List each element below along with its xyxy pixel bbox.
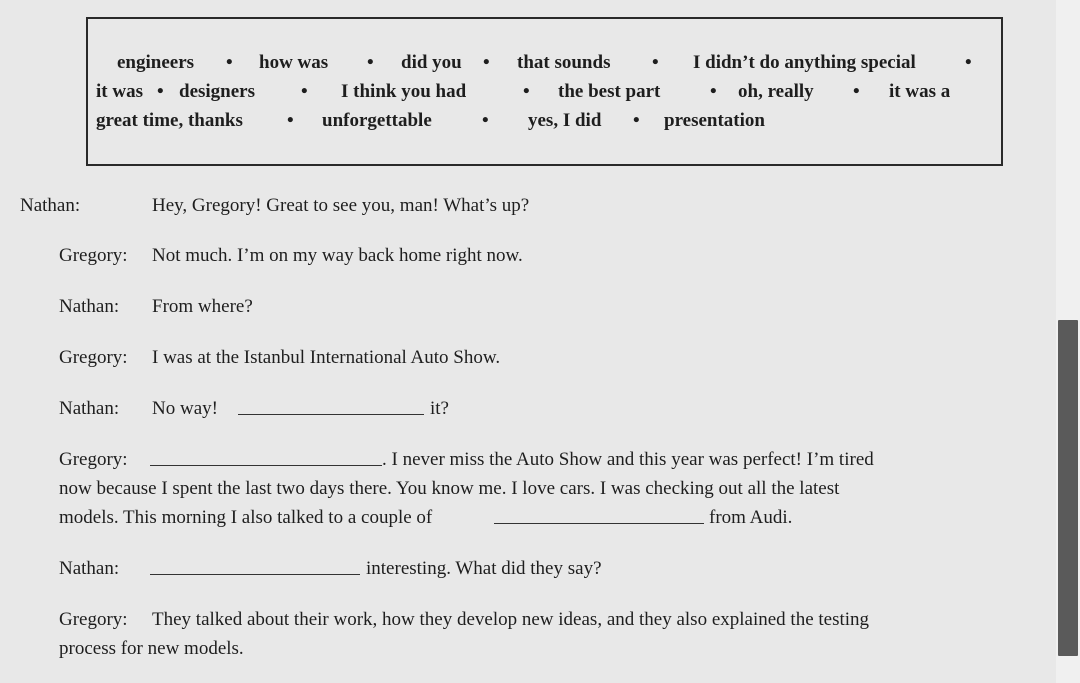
dialogue-text: I was at the Istanbul International Auto Show. <box>152 347 501 368</box>
dialogue-text: No way! <box>152 398 218 419</box>
word-oh-really: oh, really <box>738 81 814 102</box>
speaker-label: Nathan: <box>20 195 81 216</box>
speaker-label: Gregory: <box>59 449 128 470</box>
bullet: • <box>710 81 717 102</box>
word-bank-row-1 <box>0 52 1056 74</box>
speaker-label: Nathan: <box>59 398 120 419</box>
bullet: • <box>965 52 972 73</box>
dialogue-text: They talked about their work, how they develop new ideas, and they also explained the testing <box>152 609 870 630</box>
bullet: • <box>633 110 640 131</box>
answer-blank[interactable] <box>150 451 382 466</box>
bullet: • <box>523 81 530 102</box>
word-bank-row-2 <box>0 81 1056 103</box>
bullet: • <box>301 81 308 102</box>
dialogue-text: Not much. I’m on my way back home right now. <box>152 245 523 266</box>
word-it-was-a: it was a <box>889 81 951 102</box>
speaker-label: Nathan: <box>59 296 120 317</box>
dialogue-text: interesting. What did they say? <box>366 558 602 579</box>
word-presentation: presentation <box>664 110 765 131</box>
dialogue-text: . I never miss the Auto Show and this year was perfect! I’m tired <box>382 449 874 470</box>
dialogue-text: from Audi. <box>709 507 793 528</box>
word-great-time-thanks: great time, thanks <box>96 110 243 131</box>
bullet: • <box>226 52 233 73</box>
word-the-best-part: the best part <box>558 81 661 102</box>
answer-blank[interactable] <box>150 560 360 575</box>
scrollbar-thumb[interactable] <box>1058 320 1078 656</box>
bullet: • <box>287 110 294 131</box>
speaker-label: Gregory: <box>59 609 128 630</box>
dialogue-text: From where? <box>152 296 253 317</box>
word-it-was: it was <box>96 81 143 102</box>
bullet: • <box>853 81 860 102</box>
bullet: • <box>367 52 374 73</box>
word-designers: designers <box>179 81 255 102</box>
bullet: • <box>483 52 490 73</box>
speaker-label: Nathan: <box>59 558 120 579</box>
word-that-sounds: that sounds <box>517 52 611 73</box>
scrollbar-track[interactable] <box>1056 0 1080 683</box>
word-did-you: did you <box>401 52 462 73</box>
word-engineers: engineers <box>117 52 195 73</box>
word-yes-i-did: yes, I did <box>528 110 602 131</box>
bullet: • <box>652 52 659 73</box>
speaker-label: Gregory: <box>59 347 128 368</box>
dialogue-text: Hey, Gregory! Great to see you, man! What’s up? <box>152 195 530 216</box>
bullet: • <box>157 81 164 102</box>
word-how-was: how was <box>259 52 329 73</box>
dialogue-text: now because I spent the last two days there. You know me. I love cars. I was checking out all the latest <box>59 478 840 499</box>
bullet: • <box>482 110 489 131</box>
speaker-label: Gregory: <box>59 245 128 266</box>
answer-blank[interactable] <box>238 400 424 415</box>
word-unforgettable: unforgettable <box>322 110 432 131</box>
word-i-think-you-had: I think you had <box>341 81 467 102</box>
dialogue-text: models. This morning I also talked to a couple of <box>59 507 433 528</box>
dialogue-text: it? <box>430 398 449 419</box>
word-bank-row-3 <box>0 110 1056 132</box>
answer-blank[interactable] <box>494 509 704 524</box>
word-didnt-do-anything-special: I didn’t do anything special <box>693 52 916 73</box>
dialogue-text: process for new models. <box>59 638 244 659</box>
